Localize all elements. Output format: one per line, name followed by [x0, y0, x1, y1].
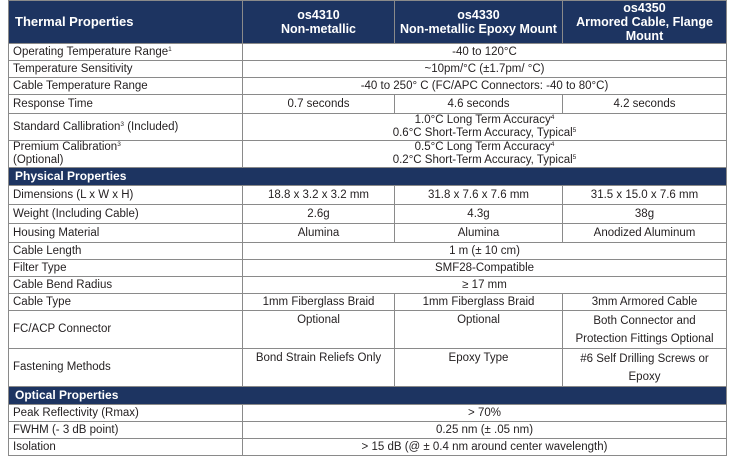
row-label: Peak Reflectivity (Rmax): [9, 405, 243, 422]
row-value: #6 Self Drilling Screws or Epoxy: [563, 349, 727, 387]
thermal-section-title: Thermal Properties: [9, 1, 243, 44]
row-value: 1 m (± 10 cm): [243, 243, 727, 260]
row-label: Cable Temperature Range: [9, 78, 243, 95]
row-value: Optional: [243, 311, 395, 349]
row-label: Premium Calibration$^3$ (Optional): [9, 141, 243, 168]
row-value: 1mm Fiberglass Braid: [243, 294, 395, 311]
row-value: 4.3g: [395, 205, 563, 224]
row-value: Alumina: [395, 224, 563, 243]
row-value: -40 to 250° C (FC/APC Connectors: -40 to 80°C): [243, 78, 727, 95]
spec-table: [8, 0, 727, 456]
row-value: 0.7 seconds: [243, 95, 395, 114]
table-row: [9, 44, 727, 61]
row-label: Temperature Sensitivity: [9, 61, 243, 78]
row-label: Cable Type: [9, 294, 243, 311]
row-label: Response Time: [9, 95, 243, 114]
table-row: [9, 311, 727, 349]
row-value: 31.5 x 15.0 x 7.6 mm: [563, 186, 727, 205]
row-value: 38g: [563, 205, 727, 224]
row-value: Alumina: [243, 224, 395, 243]
row-value: 0.25 nm (± .05 nm): [243, 422, 727, 439]
row-value: 4.6 seconds: [395, 95, 563, 114]
row-value: -40 to 120°C: [243, 44, 727, 61]
row-value: 1.0°C Long Term Accuracy$^4$ 0.6°C Short-Term Accuracy, Typical$^5$: [243, 114, 727, 141]
row-label: Operating Temperature Range$^1$: [9, 44, 243, 61]
row-value: Epoxy Type: [395, 349, 563, 387]
row-label: Standard Callibration$^3$ (Included): [9, 114, 243, 141]
table-row: [9, 405, 727, 422]
row-value: ≥ 17 mm: [243, 277, 727, 294]
row-label: Filter Type: [9, 260, 243, 277]
table-row: [9, 243, 727, 260]
table-row: [9, 439, 727, 456]
table-row: [9, 422, 727, 439]
row-value: 3mm Armored Cable: [563, 294, 727, 311]
table-row: [9, 95, 727, 114]
table-row: [9, 141, 727, 168]
row-label: Dimensions (L x W x H): [9, 186, 243, 205]
row-label: FC/ACP Connector: [9, 311, 243, 349]
table-row: [9, 61, 727, 78]
row-label: FWHM (- 3 dB point): [9, 422, 243, 439]
table-row: [9, 294, 727, 311]
section-header-row: [9, 387, 727, 405]
table-row: [9, 349, 727, 387]
column-header-os4330: os4330 Non-metallic Epoxy Mount: [395, 1, 563, 44]
row-value: 1mm Fiberglass Braid: [395, 294, 563, 311]
table-row: [9, 224, 727, 243]
column-header-os4310: os4310 Non-metallic: [243, 1, 395, 44]
row-value: 18.8 x 3.2 x 3.2 mm: [243, 186, 395, 205]
table-row: [9, 186, 727, 205]
row-value: 31.8 x 7.6 x 7.6 mm: [395, 186, 563, 205]
row-value: > 15 dB (@ ± 0.4 nm around center wavelength): [243, 439, 727, 456]
row-value: 4.2 seconds: [563, 95, 727, 114]
table-row: [9, 205, 727, 224]
row-value: 2.6g: [243, 205, 395, 224]
row-value: ~10pm/°C (±1.7pm/ °C): [243, 61, 727, 78]
row-value: SMF28-Compatible: [243, 260, 727, 277]
physical-section-title: Physical Properties: [9, 168, 727, 186]
row-label: Isolation: [9, 439, 243, 456]
optical-section-title: Optical Properties: [9, 387, 727, 405]
column-header-os4350: os4350 Armored Cable, Flange Mount: [563, 1, 727, 44]
row-label: Weight (Including Cable): [9, 205, 243, 224]
table-row: [9, 114, 727, 141]
row-label: Cable Bend Radius: [9, 277, 243, 294]
row-label: Fastening Methods: [9, 349, 243, 387]
row-value: Optional: [395, 311, 563, 349]
row-value: Anodized Aluminum: [563, 224, 727, 243]
row-value: Bond Strain Reliefs Only: [243, 349, 395, 387]
table-header-row: [9, 1, 727, 44]
table-row: [9, 277, 727, 294]
row-label: Housing Material: [9, 224, 243, 243]
row-value: > 70%: [243, 405, 727, 422]
row-value: 0.5°C Long Term Accuracy$^4$ 0.2°C Short-Term Accuracy, Typical$^5$: [243, 141, 727, 168]
row-label: Cable Length: [9, 243, 243, 260]
table-row: [9, 260, 727, 277]
row-value: Both Connector and Protection Fittings Optional: [563, 311, 727, 349]
table-row: [9, 78, 727, 95]
section-header-row: [9, 168, 727, 186]
